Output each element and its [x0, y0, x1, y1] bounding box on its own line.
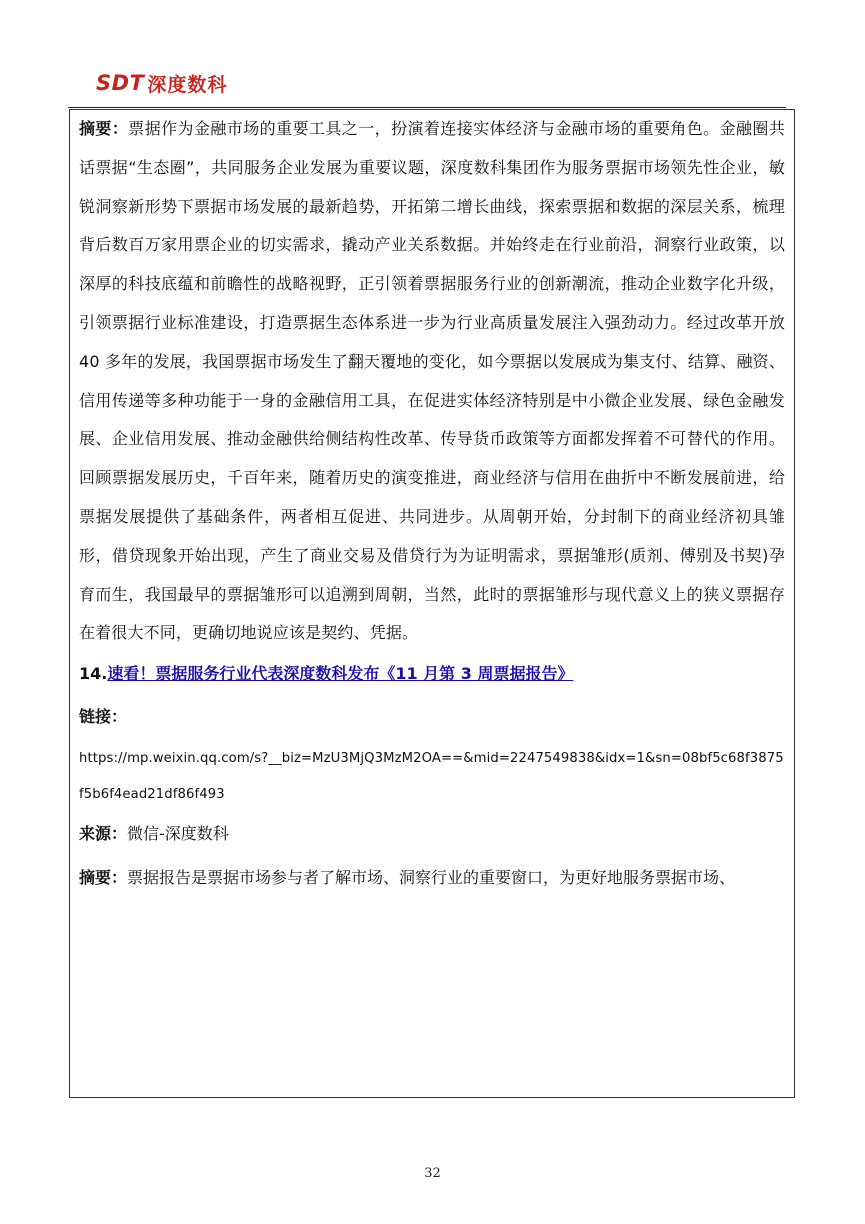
- content-box: [69, 109, 795, 1098]
- item-title-link[interactable]: 速看！票据服务行业代表深度数科发布《11 月第 3 周票据报告》: [107, 664, 574, 684]
- news-item-14-title: [79, 655, 785, 693]
- logo-mark: SDT: [96, 71, 145, 95]
- page-number: 32: [424, 1166, 441, 1181]
- article-url[interactable]: https://mp.weixin.qq.com/s?__biz=MzU3MjQ3MzM2OA==&mid=2247549838&idx=1&sn=08bf5c68f3875f5b6f4ead21df86f493: [79, 751, 784, 803]
- company-logo: [96, 70, 227, 96]
- link-label: 链接：: [79, 707, 128, 727]
- item-summary: [79, 859, 785, 897]
- item-summary-text: 票据报告是票据市场参与者了解市场、洞察行业的重要窗口，为更好地服务票据市场、: [127, 868, 736, 888]
- source-label: 来源：: [79, 824, 128, 844]
- source-line: [79, 815, 785, 853]
- logo-text: 深度数科: [147, 73, 228, 96]
- summary-text: 票据作为金融市场的重要工具之一，扮演着连接实体经济与金融市场的重要角色。金融圈共话票据“生态圈”，共同服务企业发展为重要议题，深度数科集团作为服务票据市场领先性企业，敏锐洞察新形势下票据市场发展的最新趋势，开拓第二增长曲线，探索票据和数据的深层关系，梳理背后数百万家用票企业的切实需求，撬动产业关系数据。并始终走在行业前沿，洞察行业政策，以深厚的科技底蕴和前瞻性的战略视野，正引领着票据服务行业的创新潮流，推动企业数字化升级，引领票据行业标准建设，打造票据生态体系进一步为行业高质量发展注入强劲动力。经过改革开放 40 多年的发展，我国票据市场发生了翻天覆地的变化，如今票据以发展成为集支付、结算、融资、信用传递等多种功能于一身的金融信用工具，在促进实体经济特别是中小微企业发展、绿色金融发展、企业信用发展、推动金融供给侧结构性改革、传导货币政策等方面都发挥着不可替代的作用。回顾票据发展历史，千百年来，随着历史的演变推进，商业经济与信用在曲折中不断发展前进，给票据发展提供了基础条件，两者相互促进、共同进步。从周朝开始，分封制下的商业经济初具雏形，借贷现象开始出现，产生了商业交易及借贷行为为证明需求，票据雏形(质剂、傅别及书契)孕育而生，我国最早的票据雏形可以追溯到周朝，当然，此时的票据雏形与现代意义上的狭义票据存在着很大不同，更确切地说应该是契约、凭据。: [79, 119, 785, 643]
- item-summary-label: 摘要：: [79, 868, 128, 888]
- header-divider: [68, 107, 786, 108]
- source-value: 微信-深度数科: [127, 824, 229, 844]
- item-number: 14.: [79, 664, 108, 684]
- summary-paragraph: [79, 110, 785, 653]
- summary-label: 摘要：: [79, 119, 129, 138]
